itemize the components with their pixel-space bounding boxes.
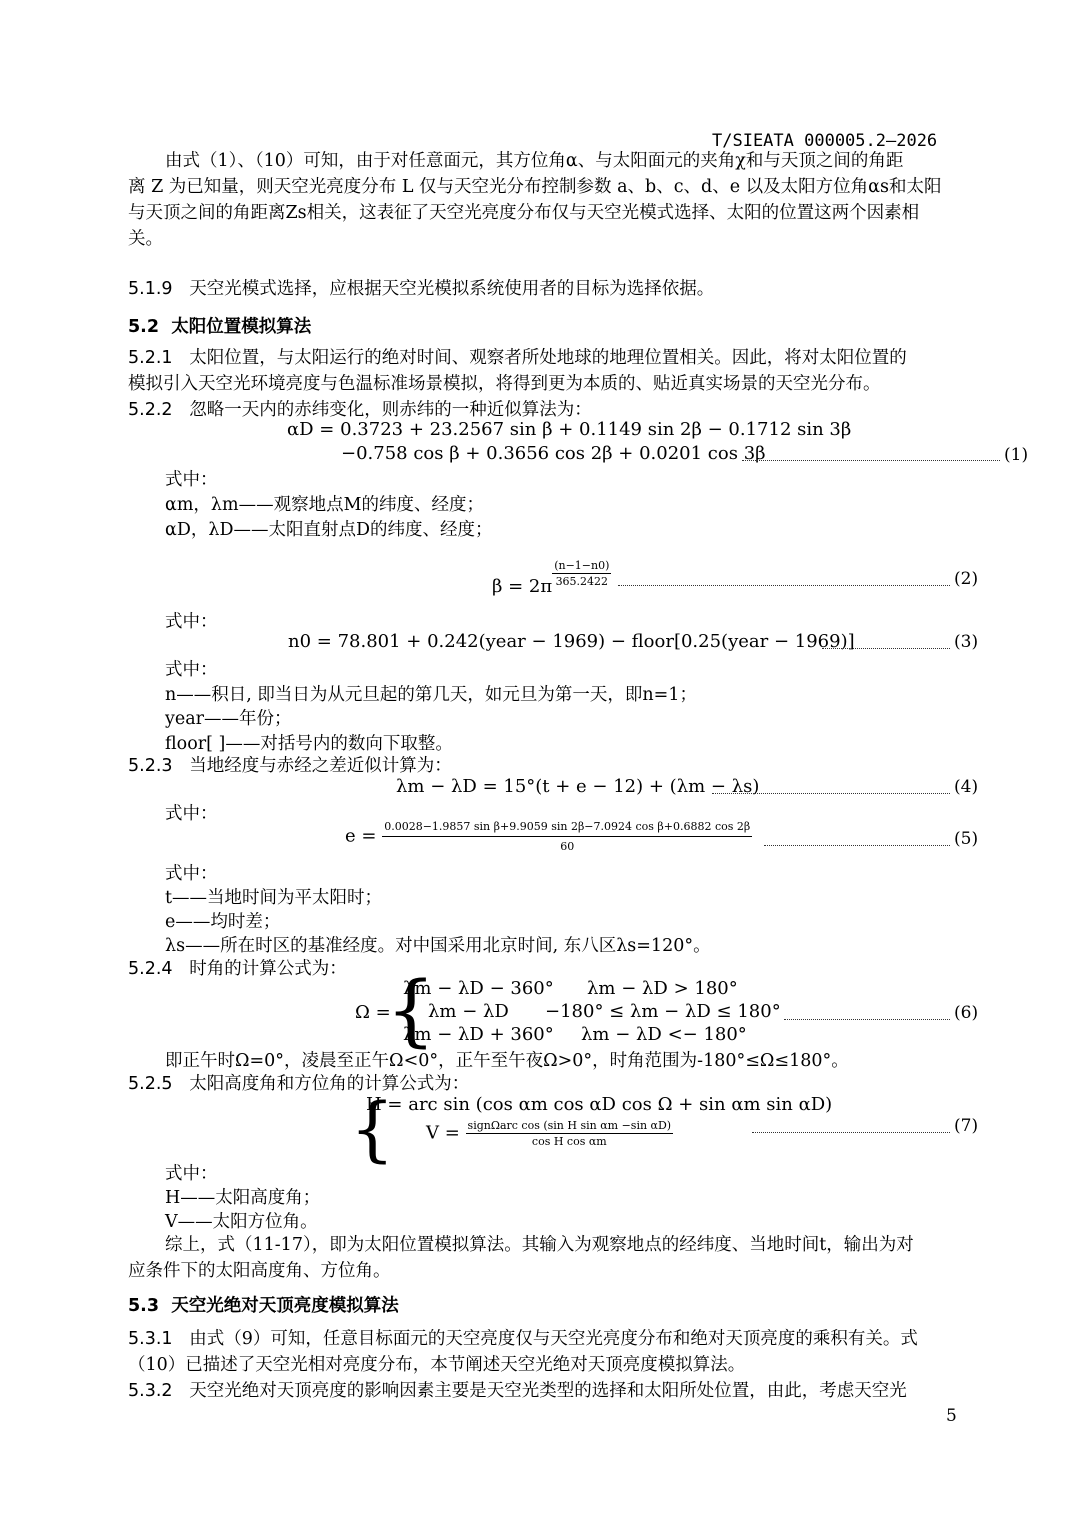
section-heading-5-2 bbox=[128, 313, 311, 338]
clause-number: 5.2.1 bbox=[128, 348, 173, 368]
definition-item: V——太阳方位角。 bbox=[165, 1212, 318, 1232]
definition-item: λs——所在时区的基准经度。对中国采用北京时间, 东八区λs=120°。 bbox=[165, 936, 711, 956]
definition-item: e——均时差； bbox=[165, 912, 281, 932]
fraction-numerator: 0.0028−1.9857 sin β+9.9059 sin 2β−7.0924 cos β+0.6882 cos 2β bbox=[382, 820, 752, 837]
equation-number: (2) bbox=[954, 569, 979, 589]
clause-number: 5.3.2 bbox=[128, 1381, 173, 1401]
dot-leader bbox=[712, 793, 950, 794]
equation-1-line-1: αD = 0.3723 + 23.2567 sin β + 0.1149 sin 2β − 0.1712 sin 3β bbox=[287, 419, 852, 440]
equation-lhs: β = 2π bbox=[492, 576, 553, 597]
clause-text: 太阳位置，与太阳运行的绝对时间、观察者所处地球的地理位置相关。因此，将对太阳位置的 bbox=[189, 348, 907, 368]
dot-leader bbox=[822, 648, 950, 649]
clause-text: 当地经度与赤经之差近似计算为： bbox=[189, 756, 452, 776]
paragraph-line: 与天顶之间的角距离Zs相关，这表征了天空光亮度分布仅与天空光模式选择、太阳的位置这两个因素相 bbox=[128, 203, 920, 223]
clause-text: 忽略一天内的赤纬变化，则赤纬的一种近似算法为： bbox=[189, 400, 592, 420]
equation-number: (5) bbox=[954, 829, 979, 849]
paragraph-line: 离 Z 为已知量，则天空光亮度分布 L 仅与天空光分布控制参数 a、b、c、d、e 以及太阳方位角αs和太阳 bbox=[128, 177, 942, 197]
equation-6-lhs: Ω = bbox=[355, 1002, 391, 1023]
equation-6-case-1-condition: λm − λD > 180° bbox=[587, 978, 738, 999]
dot-leader bbox=[618, 585, 950, 586]
clause-text: 模拟引入天空光环境亮度与色温标准场景模拟，将得到更为本质的、贴近真实场景的天空光分布。 bbox=[128, 374, 881, 394]
equation-7-line-2 bbox=[426, 1119, 673, 1148]
dot-leader bbox=[764, 845, 950, 846]
fraction-numerator: signΩarc cos (sin H sin αm −sin αD) bbox=[467, 1119, 672, 1132]
clause-text: 时角的计算公式为： bbox=[189, 959, 347, 979]
section-number: 5.3 bbox=[128, 1296, 160, 1316]
where-label: 式中： bbox=[165, 612, 218, 632]
dot-leader bbox=[752, 1132, 950, 1133]
definition-item: αm，λm——观察地点M的纬度、经度； bbox=[165, 495, 485, 515]
note-text: 即正午时Ω=0°，凌晨至正午Ω<0°，正午至午夜Ω>0°，时角范围为-180°≤Ω≤180°。 bbox=[165, 1051, 849, 1071]
where-label: 式中： bbox=[165, 864, 218, 884]
dot-leader bbox=[742, 460, 1000, 461]
paragraph-line: 由式（1）、（10）可知，由于对任意面元，其方位角α、与太阳面元的夹角χ和与天顶之间的角距 bbox=[165, 151, 904, 171]
equation-1-line-2: −0.758 cos β + 0.3656 cos 2β + 0.0201 cos 3β bbox=[341, 443, 766, 464]
clause-number: 5.2.3 bbox=[128, 756, 173, 776]
equation-6-case-2-value: λm − λD bbox=[428, 1001, 509, 1022]
equation-6-case-2-condition: −180° ≤ λm − λD ≤ 180° bbox=[545, 1001, 781, 1022]
section-number: 5.2 bbox=[128, 317, 160, 337]
left-brace: { bbox=[386, 966, 436, 1056]
equation-number: (3) bbox=[954, 632, 979, 652]
fraction bbox=[466, 1119, 674, 1148]
section-title: 太阳位置模拟算法 bbox=[171, 317, 312, 337]
where-label: 式中： bbox=[165, 470, 218, 490]
where-label: 式中： bbox=[165, 1164, 218, 1184]
paragraph-line: 应条件下的太阳高度角、方位角。 bbox=[128, 1261, 391, 1281]
fraction-numerator: (n−1−n0) bbox=[554, 559, 610, 572]
clause-number: 5.1.9 bbox=[128, 279, 173, 299]
definition-item: H——太阳高度角； bbox=[165, 1188, 321, 1208]
definition-item: n——积日, 即当日为从元旦起的第几天，如元旦为第一天，即n=1； bbox=[165, 685, 697, 705]
equation-number: (1) bbox=[1004, 445, 1029, 465]
fraction-denominator: cos H cos αm bbox=[531, 1135, 607, 1148]
paragraph-intro bbox=[128, 148, 978, 252]
equation-3: n0 = 78.801 + 0.242(year − 1969) − floor[0.25(year − 1969)] bbox=[288, 631, 855, 652]
equation-number: (4) bbox=[954, 777, 979, 797]
equation-lhs: e = bbox=[345, 825, 377, 847]
clause-5-3-2 bbox=[128, 1378, 978, 1404]
equation-5 bbox=[345, 820, 752, 853]
definition-item: floor[ ]——对括号内的数向下取整。 bbox=[165, 734, 453, 754]
fraction-denominator: 365.2422 bbox=[555, 575, 609, 588]
equation-number: (6) bbox=[954, 1003, 979, 1023]
fraction bbox=[382, 820, 752, 853]
clause-5-1-9 bbox=[128, 276, 978, 302]
equation-6-case-3-value: λm − λD + 360° bbox=[403, 1024, 554, 1045]
clause-text: 天空光模式选择，应根据天空光模拟系统使用者的目标为选择依据。 bbox=[189, 279, 715, 299]
equation-7-line-1: H = arc sin (cos αm cos αD cos Ω + sin αm sin αD) bbox=[366, 1094, 833, 1115]
clause-number: 5.2.5 bbox=[128, 1074, 173, 1094]
summary-paragraph bbox=[128, 1232, 978, 1284]
definition-item: year——年份； bbox=[165, 709, 292, 729]
definition-item: t——当地时间为平太阳时； bbox=[165, 888, 383, 908]
clause-text: 天空光绝对天顶亮度的影响因素主要是天空光类型的选择和太阳所处位置，由此，考虑天空光 bbox=[189, 1381, 907, 1401]
clause-number: 5.3.1 bbox=[128, 1329, 173, 1349]
clause-text: 太阳高度角和方位角的计算公式为： bbox=[189, 1074, 470, 1094]
dot-leader bbox=[784, 1019, 950, 1020]
fraction bbox=[552, 559, 611, 588]
clause-5-2-1 bbox=[128, 345, 978, 397]
section-heading-5-3 bbox=[128, 1292, 399, 1317]
section-title: 天空光绝对天顶亮度模拟算法 bbox=[171, 1296, 399, 1316]
where-label: 式中： bbox=[165, 804, 218, 824]
equation-2 bbox=[492, 559, 611, 597]
clause-text: （10）已描述了天空光相对亮度分布，本节阐述天空光绝对天顶亮度模拟算法。 bbox=[128, 1355, 746, 1375]
clause-text: 由式（9）可知，任意目标面元的天空亮度仅与天空光亮度分布和绝对天顶亮度的乘积有关。式 bbox=[189, 1329, 918, 1349]
definition-item: αD，λD——太阳直射点D的纬度、经度； bbox=[165, 520, 493, 540]
equation-4: λm − λD = 15°(t + e − 12) + (λm − λs) bbox=[396, 776, 760, 797]
equation-6-case-1-value: λm − λD − 360° bbox=[403, 978, 554, 999]
equation-6-case-3-condition: λm − λD <− 180° bbox=[581, 1024, 747, 1045]
paragraph-line: 综上，式（11-17），即为太阳位置模拟算法。其输入为观察地点的经纬度、当地时间t，输出为对 bbox=[165, 1235, 914, 1255]
document-number: T/SIEATA 000005.2—2026 bbox=[712, 131, 938, 151]
fraction-denominator: 60 bbox=[560, 840, 575, 853]
clause-5-3-1 bbox=[128, 1326, 978, 1378]
where-label: 式中： bbox=[165, 660, 218, 680]
page-number: 5 bbox=[946, 1406, 957, 1426]
clause-number: 5.2.2 bbox=[128, 400, 173, 420]
clause-number: 5.2.4 bbox=[128, 959, 173, 979]
equation-lhs: V = bbox=[426, 1122, 460, 1144]
paragraph-line: 关。 bbox=[128, 229, 163, 249]
equation-number: (7) bbox=[954, 1116, 979, 1136]
left-brace: { bbox=[350, 1088, 395, 1170]
